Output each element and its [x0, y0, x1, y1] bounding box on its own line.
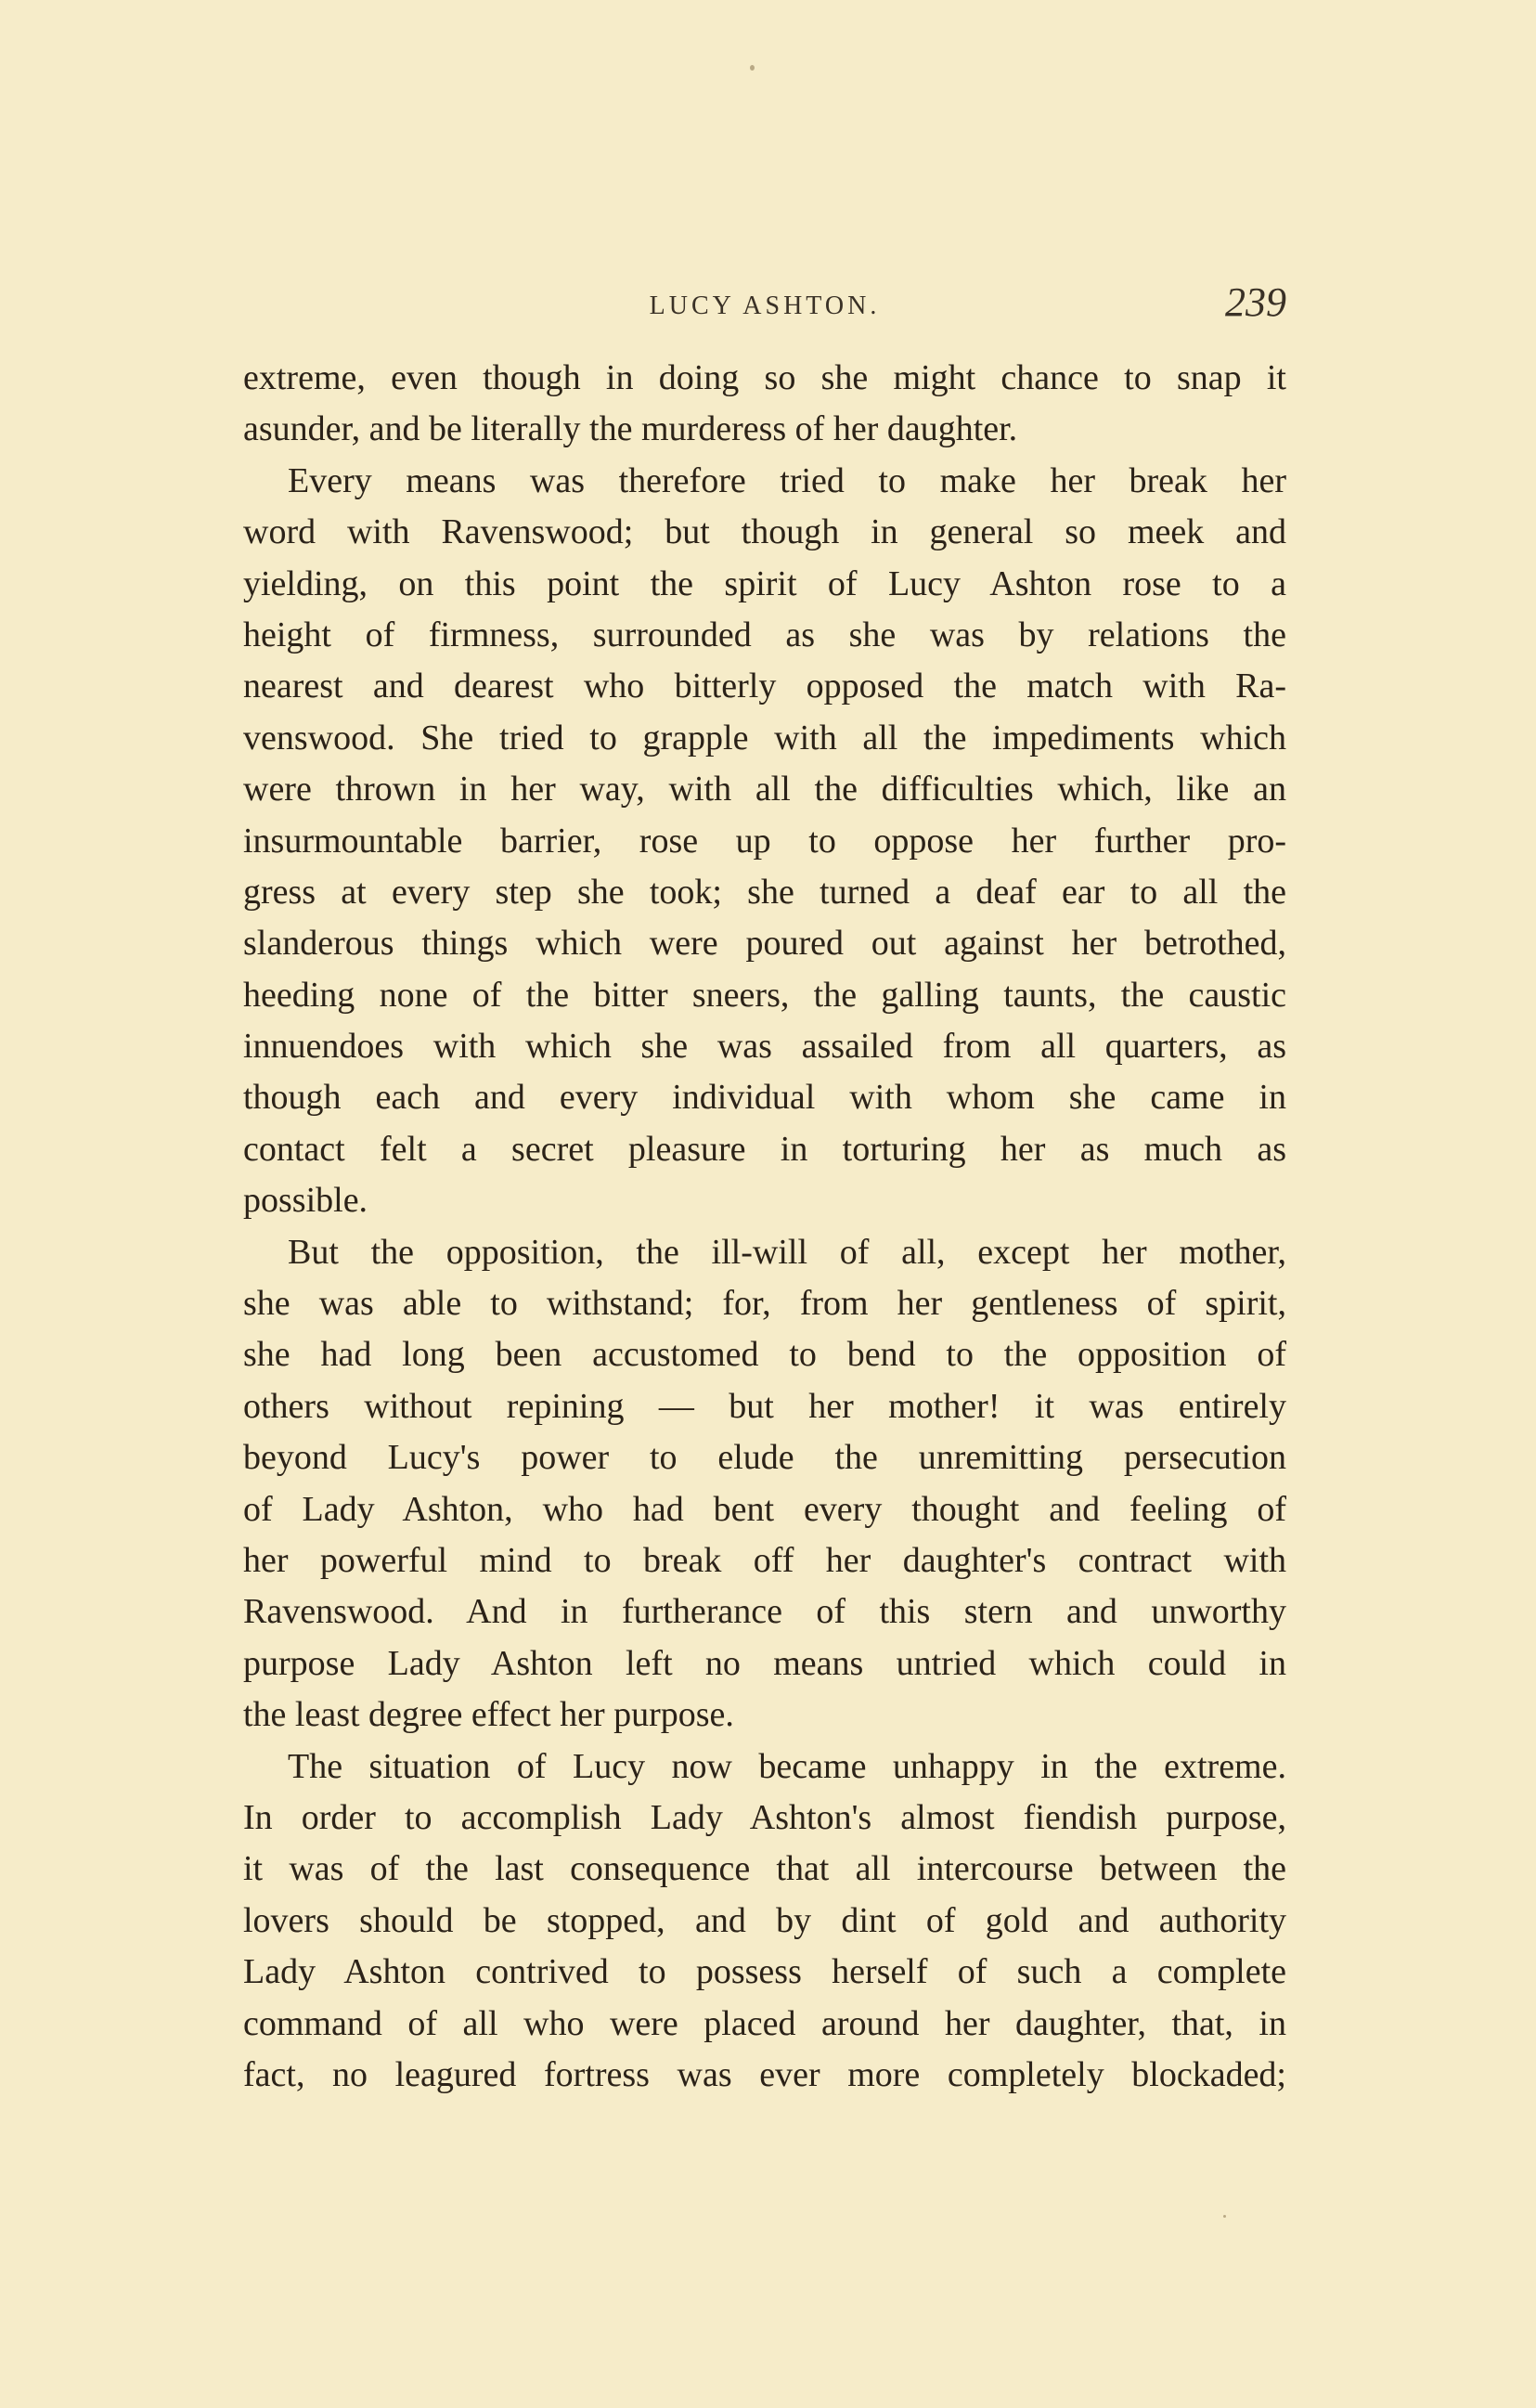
- text-line: she had long been accustomed to bend to the opposition of: [243, 1335, 1286, 1375]
- text-line: were thrown in her way, with all the difficulties which, like an: [243, 770, 1286, 809]
- text-line: But the opposition, the ill-will of all, except her mother,: [288, 1232, 1286, 1272]
- text-line: Every means was therefore tried to make her break her: [288, 460, 1286, 500]
- text-line: asunder, and be literally the murderess of her daughter.: [243, 409, 1018, 449]
- text-line: of Lady Ashton, who had bent every thought and feeling of: [243, 1489, 1286, 1529]
- text-line: In order to accomplish Lady Ashton's almost fiendish purpose,: [243, 1797, 1286, 1837]
- text-line: beyond Lucy's power to elude the unremitting persecution: [243, 1438, 1286, 1478]
- text-line: yielding, on this point the spirit of Lucy Ashton rose to a: [243, 563, 1286, 603]
- text-line: Lady Ashton contrived to possess herself of such a complete: [243, 1952, 1286, 1992]
- text-line: fact, no leagured fortress was ever more completely blockaded;: [243, 2054, 1286, 2094]
- text-line: command of all who were placed around her daughter, that, in: [243, 2003, 1286, 2043]
- text-line: height of firmness, surrounded as she was by relations the: [243, 615, 1286, 654]
- text-line: possible.: [243, 1181, 368, 1221]
- text-line: extreme, even though in doing so she might chance to snap it: [243, 358, 1286, 397]
- running-head: LUCY ASHTON.: [649, 291, 881, 320]
- text-line: her powerful mind to break off her daughter's contract with: [243, 1540, 1286, 1580]
- text-line: innuendoes with which she was assailed from all quarters, as: [243, 1027, 1286, 1067]
- text-line: The situation of Lucy now became unhappy in the extreme.: [288, 1746, 1286, 1786]
- text-line: though each and every individual with whom she came in: [243, 1078, 1286, 1118]
- page-header: [243, 278, 1286, 334]
- body-text: [243, 353, 1286, 2101]
- text-line: heeding none of the bitter sneers, the galling taunts, the caustic: [243, 975, 1286, 1015]
- text-line: it was of the last consequence that all intercourse between the: [243, 1849, 1286, 1889]
- paper-speck: [750, 65, 755, 71]
- text-line: she was able to withstand; for, from her gentleness of spirit,: [243, 1284, 1286, 1324]
- text-line: gress at every step she took; she turned a deaf ear to all the: [243, 872, 1286, 912]
- text-line: lovers should be stopped, and by dint of gold and authority: [243, 1900, 1286, 1940]
- page-number: 239: [1225, 279, 1286, 325]
- text-line: Ravenswood. And in furtherance of this stern and unworthy: [243, 1592, 1286, 1632]
- text-line: nearest and dearest who bitterly opposed the match with Ra-: [243, 667, 1286, 706]
- text-line: contact felt a secret pleasure in torturing her as much as: [243, 1129, 1286, 1169]
- text-line: insurmountable barrier, rose up to oppose her further pro-: [243, 821, 1286, 861]
- text-line: others without repining — but her mother! it was entirely: [243, 1386, 1286, 1426]
- paper-speck: [1223, 2215, 1226, 2218]
- text-line: word with Ravenswood; but though in general so meek and: [243, 512, 1286, 552]
- text-line: slanderous things which were poured out against her betrothed,: [243, 924, 1286, 964]
- text-line: venswood. She tried to grapple with all the impediments which: [243, 718, 1286, 757]
- text-line: the least degree effect her purpose.: [243, 1695, 734, 1735]
- text-line: purpose Lady Ashton left no means untried which could in: [243, 1643, 1286, 1683]
